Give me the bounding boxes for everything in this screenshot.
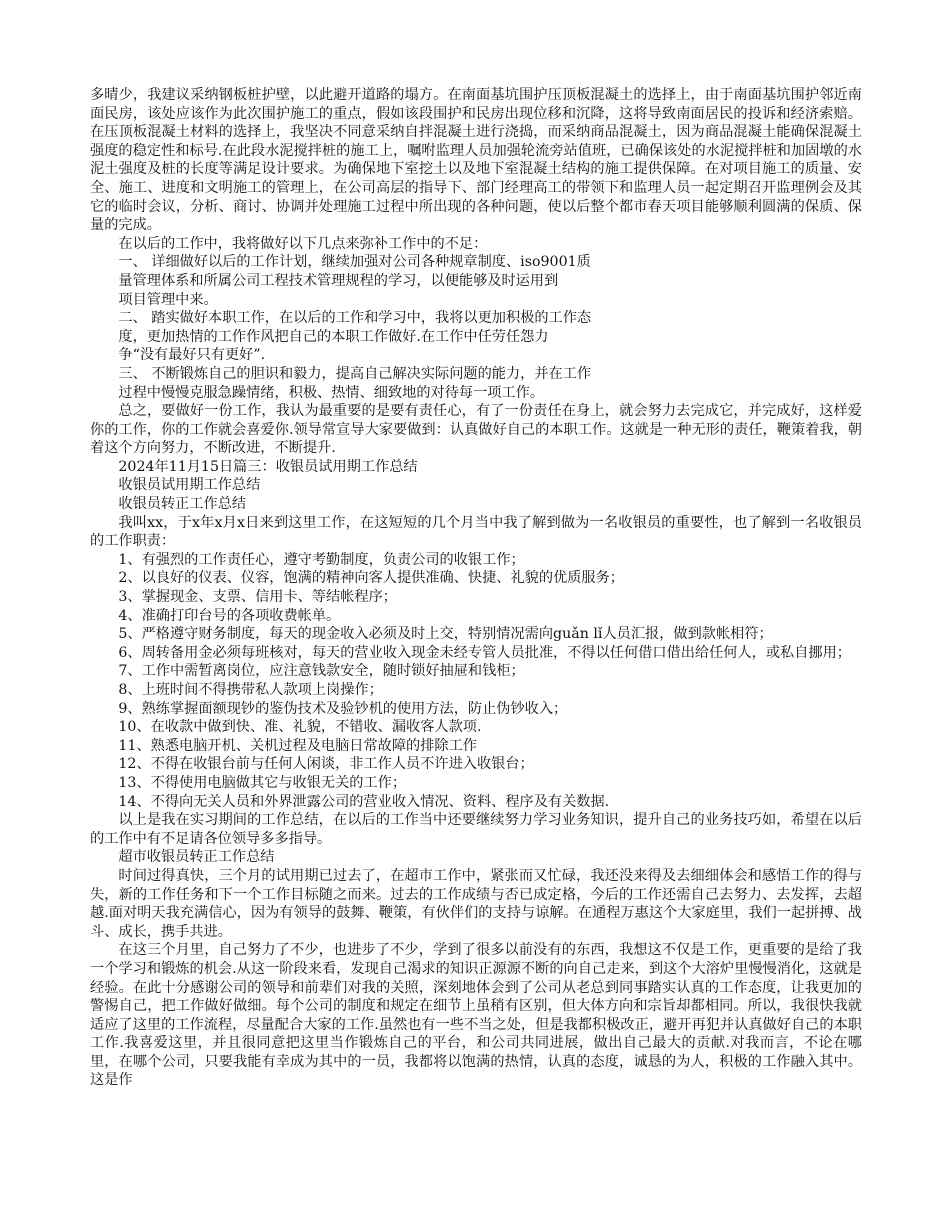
improvement-item-2-line-3: 争“没有最好只有更好”. bbox=[118, 347, 266, 364]
paragraph-time-flies: 时间过得真快，三个月的试用期已过去了，在超市工作中，紧张而又忙碌，我还没来得及去细细体会和感悟工作的得与失，新的工作任务和下一个工作目标随之而来。过去的工作成绩与否已成定格，今后的工作还需自己去努力、去发挥，去超越.面对明天我充满信心，因为有领导的鼓舞、鞭策，有伙伴们的支持与谅解。在通程万惠这个大家庭里，我们一起拼搏、战斗、成长，携手共进。 bbox=[90, 867, 862, 940]
duty-list-item: 4、准确打印台号的各项收费帐单。 bbox=[118, 607, 341, 624]
improvement-item-3-line-1: 三、 不断锻炼自己的胆识和毅力，提高自己解决实际问题的能力，并在工作 bbox=[118, 365, 592, 382]
duty-list-item: 13、不得使用电脑做其它与收银无关的工作； bbox=[118, 774, 407, 791]
duty-list-item: 12、不得在收银台前与任何人闲谈，非工作人员不许进入收银台； bbox=[118, 756, 534, 773]
duty-list-item: 11、熟悉电脑开机、关机过程及电脑日常故障的排除工作 bbox=[118, 737, 477, 754]
paragraph-conclusion: 总之，要做好一份工作，我认为最重要的是要有责任心，有了一份责任在身上，就会努力去完成它，并完成好，这样爱你的工作，你的工作就会喜爱你.领导常宣导大家要做到：认真做好自己的本职工作。这就是一种无形的责任，鞭策着我，朝着这个方向努力，不断改进，不断提升. bbox=[90, 403, 862, 457]
duty-list-item: 7、工作中需暂离岗位，应注意钱款安全，随时锁好抽屉和钱柜； bbox=[118, 663, 525, 680]
duty-list-item: 5、严格遵守财务制度，每天的现金收入必须及时上交，特别情况需向guǎn lǐ人员汇报，做到款帐相符； bbox=[118, 626, 773, 643]
duty-list-item: 2、以良好的仪表、仪容，饱满的精神向客人提供准确、快捷、礼貌的优质服务； bbox=[118, 570, 624, 587]
duty-list-item: 10、在收款中做到快、准、礼貌，不错收、漏收客人款项. bbox=[118, 719, 482, 736]
improvement-item-3-line-2: 过程中慢慢克服急躁情绪，积极、热情、细致地的对待每一项工作。 bbox=[118, 384, 545, 401]
improvement-item-1-line-3: 项目管理中来。 bbox=[118, 291, 218, 308]
paragraph-cashier-intro: 我叫xx，于x年x月x日来到这里工作，在这短短的几个月当中我了解到做为一名收银员的重要性，也了解到一名收银员的工作职责： bbox=[90, 514, 862, 550]
improvement-item-2-line-1: 二、 踏实做好本职工作，在以后的工作和学习中，我将以更加积极的工作态 bbox=[118, 310, 592, 327]
duty-list-item: 6、周转备用金必须每班核对，每天的营业收入现金未经专管人员批准，不得以任何借口借出给任何人，或私自挪用； bbox=[118, 644, 851, 661]
duty-list-item: 14、不得向无关人员和外界泄露公司的营业收入情况、资料、程序及有关数据. bbox=[118, 793, 610, 810]
duty-list-item: 3、掌握现金、支票、信用卡、等结帐程序； bbox=[118, 589, 397, 606]
paragraph-improvement-intro: 在以后的工作中，我将做好以下几点来弥补工作中的不足： bbox=[118, 235, 488, 252]
improvement-item-2-line-2: 度，更加热情的工作作风把自己的本职工作做好.在工作中任劳任怨力 bbox=[118, 328, 549, 345]
date-section-heading: 2024年11月15日篇三：收银员试用期工作总结 bbox=[118, 458, 418, 475]
paragraph-internship-summary: 以上是我在实习期间的工作总结，在以后的工作当中还要继续努力学习业务知识，提升自己的业务技巧如，希望在以后的工作中有不足请各位领导多多指导。 bbox=[90, 812, 862, 847]
paragraph-three-months: 在这三个月里，自己努力了不少，也进步了不少，学到了很多以前没有的东西，我想这不仅是工作，更重要的是给了我一个学习和锻炼的机会.从这一阶段来看，发现自己渴求的知识正源源不断的向自己走来，到这个大溶炉里慢慢消化，这就是经验。在此十分感谢公司的领导和前辈们对我的关照，深刻地体会到了公司从老总到同事踏实认真的工作态度，让我更加的警惕自己，把工作做好做细。每个公司的制度和规定在细节上虽稍有区别，但大体方向和宗旨却都相同。所以，我很快我就适应了这里的工作流程，尽量配合大家的工作.虽然也有一些不当之处，但是我都积极改正，避开再犯并认真做好自己的本职工作.我喜爱这里，并且很同意把这里当作锻炼自己的平台，和公司共同进展，做出自己最大的贡献.对我而言，不论在哪里，在哪个公司，只要我能有幸成为其中的一员，我都将以饱满的热情，认真的态度，诚恳的为人，积极的工作融入其中。这是作 bbox=[90, 942, 862, 1089]
duty-list-item: 1、有强烈的工作责任心，遵守考勤制度，负责公司的收银工作； bbox=[118, 551, 525, 568]
section-title-probation: 收银员试用期工作总结 bbox=[118, 477, 261, 494]
section-title-regularization: 收银员转正工作总结 bbox=[118, 496, 247, 513]
duty-list-item: 8、上班时间不得携带私人款项上岗操作； bbox=[118, 682, 383, 698]
duty-list-item: 9、熟练掌握面额现钞的鉴伪技术及验钞机的使用方法，防止伪钞收入； bbox=[118, 700, 568, 717]
improvement-item-1-line-2: 量管理体系和所属公司工程技术管理规程的学习，以便能够及时运用到 bbox=[118, 272, 559, 289]
improvement-item-1-line-1: 一、 详细做好以后的工作计划，继续加强对公司各种规章制度、iso9001质 bbox=[118, 254, 591, 271]
paragraph-foundation-work: 多晴少，我建议采纳钢板桩护壁，以此避开道路的塌方。在南面基坑围护压顶板混凝土的选择上，由于南面基坑围护邻近南面民房，该处应该作为此次围护施工的重点，假如该段围护和民房出现位移和沉降，这将导致南面居民的投诉和经济索赔。在压顶板混凝土材料的选择上，我坚决不同意采纳自拌混凝土进行浇捣，而采纳商品混凝土，因为商品混凝土能确保混凝土强度的稳定性和标号.在此段水泥搅拌桩的施工上，嘱咐监理人员加强轮流旁站值班，已确保该处的水泥搅拌桩和加固墩的水泥土强度及桩的长度等满足设计要求。为确保地下室挖土以及地下室混凝土结构的施工提供保障。在对项目施工的质量、安全、施工、进度和文明施工的管理上，在公司高层的指导下、部门经理高工的带领下和监理人员一起定期召开监理例会及其它的临时会议，分析、商讨、协调并处理施工过程中所出现的各种问题，使以后整个都市春天项目能够顺利圆满的保质、保量的完成。 bbox=[90, 87, 862, 234]
section-title-supermarket: 超市收银员转正工作总结 bbox=[118, 849, 275, 866]
